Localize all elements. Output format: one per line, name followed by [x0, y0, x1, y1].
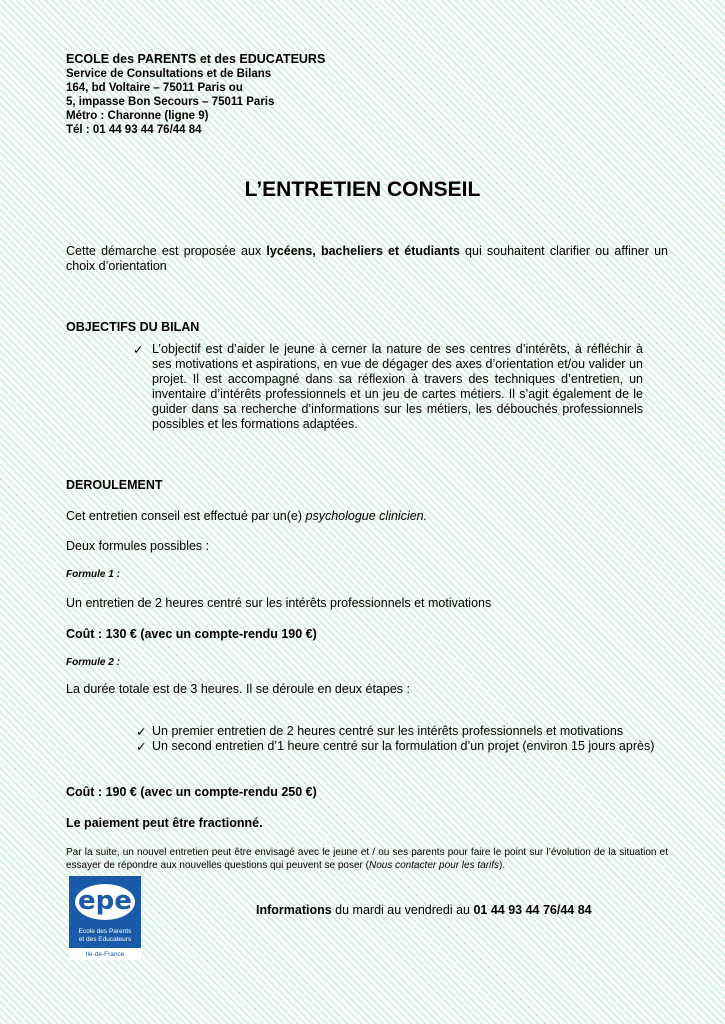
tarifs-text: Nous contacter pour les tarifs [368, 860, 500, 871]
address-line-1: 164, bd Voltaire – 75011 Paris ou [66, 82, 243, 94]
followup-end: ). [499, 860, 506, 871]
page-title: L’ENTRETIEN CONSEIL [244, 178, 481, 201]
formule-1-text: Un entretien de 2 heures centré sur les intérêts professionnels et motivations [66, 596, 492, 610]
info-text: du mardi au vendredi au [331, 903, 474, 917]
info-line [256, 903, 592, 917]
service-name: Service de Consultations et de Bilans [66, 68, 272, 80]
logo-line-2: et des Educateurs [78, 936, 132, 943]
phone-line: Tél : 01 44 93 44 76/44 84 [66, 124, 202, 136]
check-icon: ✓ [133, 343, 144, 357]
objectifs-text: L’objectif est d’aider le jeune à cerner la nature de ses centres d’intérêts, à réfléchir à ses motivations et aspirations, en vue de dégager des axes d’orientation et/ou valider un projet. Il est accompagné dans sa réflexion à travers des techniques d’entretien, un inventaire d’intérêts professionnels et un jeu de cartes métiers. Il s’agit également de le guider dans sa recherche d’informations sur les métiers, les débouchés professionnels possibles et les formations adaptées. [152, 342, 643, 431]
step-1-text: Un premier entretien de 2 heures centré sur les intérêts professionnels et motivations [152, 724, 624, 738]
org-name: ECOLE des PARENTS et des EDUCATEURS [66, 52, 326, 66]
epe-logo [69, 876, 141, 960]
logo-region: Ile-de-France [85, 951, 125, 958]
followup-note [66, 846, 668, 872]
psychologue-text: psychologue clinicien. [305, 509, 428, 523]
formule-1-label: Formule 1 : [66, 569, 120, 580]
check-icon: ✓ [136, 740, 147, 754]
deroulement-line-1-text: Cet entretien conseil est effectué par un(e) [66, 509, 306, 523]
formule-2-text: La durée totale est de 3 heures. Il se déroule en deux étapes : [66, 682, 410, 696]
followup-text: Par la suite, un nouvel entretien peut être envisagé avec le jeune et / ou ses parents pour faire le point sur l’évolution de la situation et essayer de répondre aux nouvelles questions qui peuvent se poser ( [66, 847, 668, 871]
deroulement-heading: DEROULEMENT [66, 478, 163, 492]
step-2-text: Un second entretien d’1 heure centré sur la formulation d’un projet (environ 15 jours après) [152, 739, 655, 753]
info-label: Informations [256, 903, 332, 917]
intro-text-end: qui souhaitent clarifier ou affiner un choix d’orientation [66, 244, 669, 273]
deroulement-line-2: Deux formules possibles : [66, 539, 210, 553]
intro-text: Cette démarche est proposée aux [66, 244, 267, 258]
logo-mark: epe [75, 884, 135, 920]
deroulement-line-1 [66, 509, 668, 524]
address-line-2: 5, impasse Bon Secours – 75011 Paris [66, 96, 275, 108]
cout-2: Coût : 190 € (avec un compte-rendu 250 €) [66, 785, 317, 799]
intro-paragraph [66, 244, 668, 274]
logo-line-1: Ecole des Parents [78, 928, 132, 935]
objectifs-heading: OBJECTIFS DU BILAN [66, 320, 200, 334]
info-phone: 01 44 93 44 76/44 84 [473, 903, 592, 917]
logo-square [69, 876, 141, 948]
cout-1: Coût : 130 € (avec un compte-rendu 190 €) [66, 627, 317, 641]
intro-audience: lycéens, bacheliers et étudiants [266, 244, 460, 258]
metro-line: Métro : Charonne (ligne 9) [66, 110, 209, 122]
paiement-note: Le paiement peut être fractionné. [66, 816, 263, 830]
formule-2-label: Formule 2 : [66, 657, 120, 668]
check-icon: ✓ [136, 725, 147, 739]
